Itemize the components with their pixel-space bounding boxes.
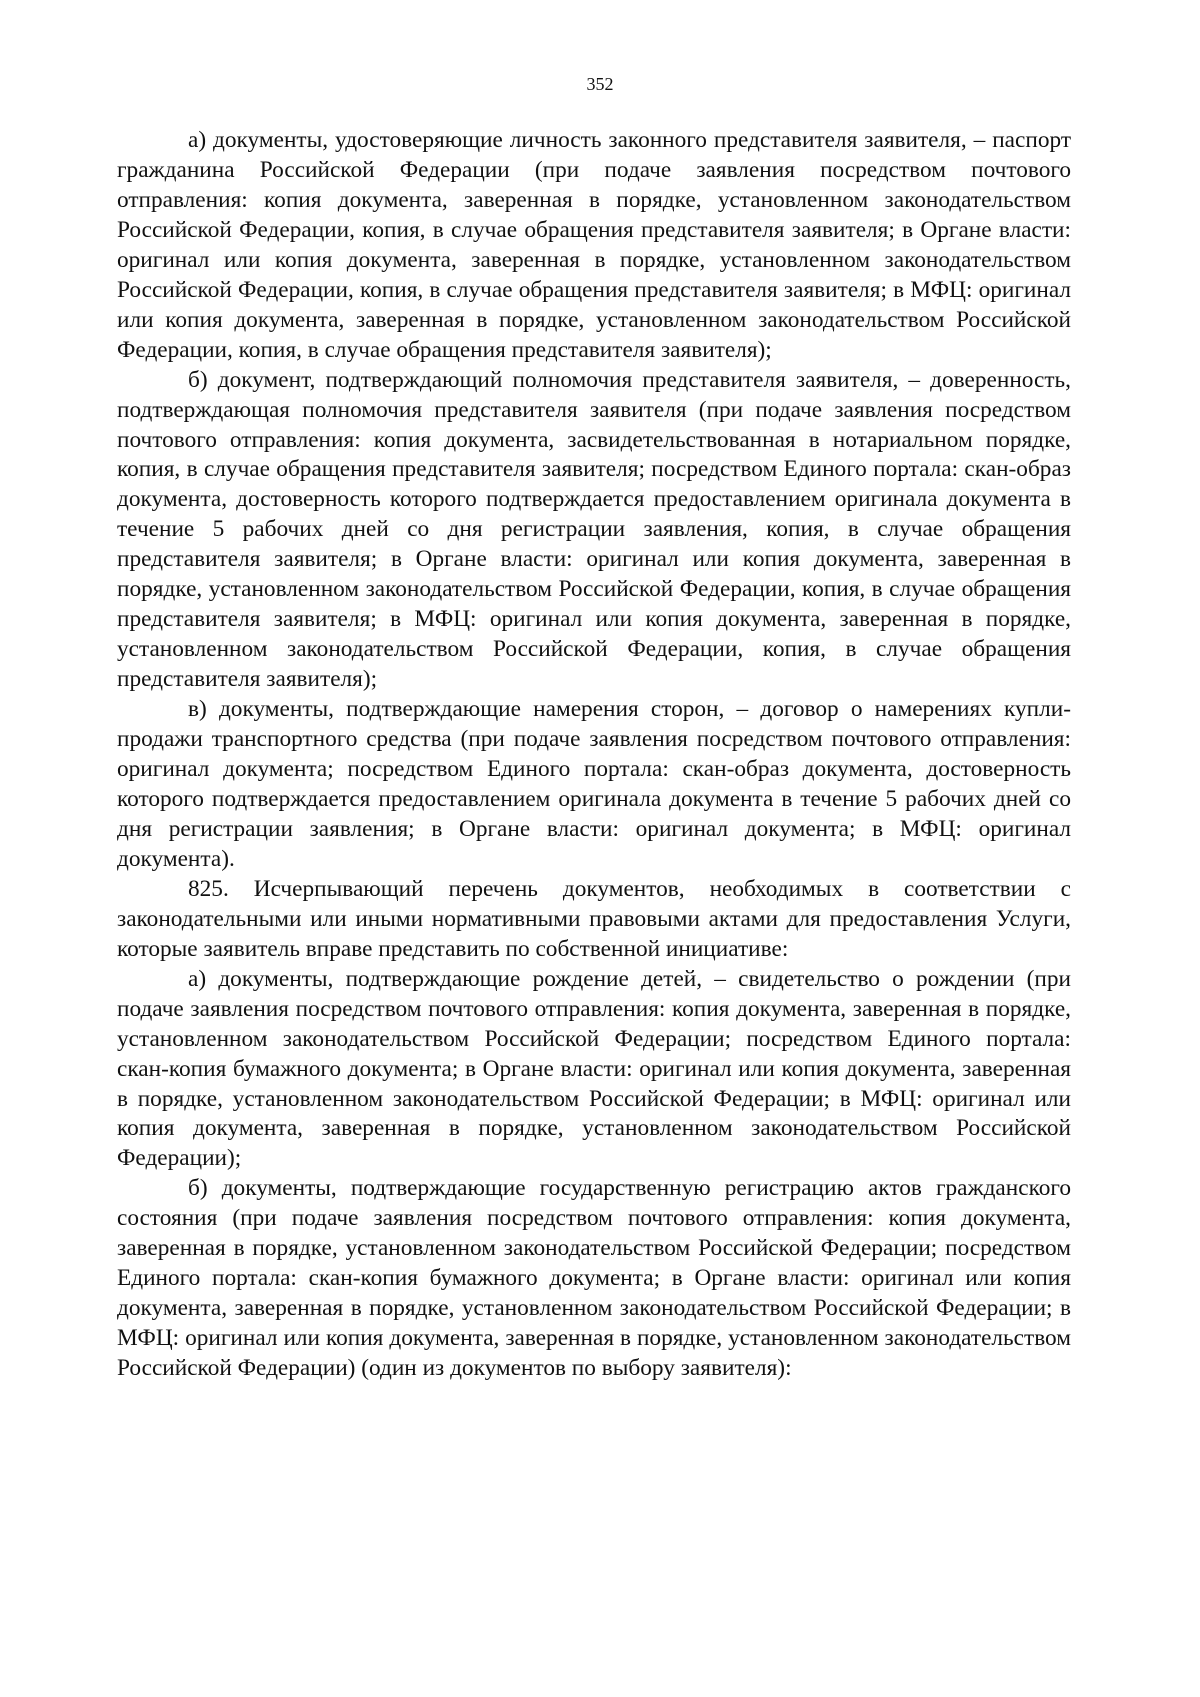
- page-number: 352: [586, 74, 614, 94]
- paragraph-b-power-of-attorney: б) документ, подтверждающий полномочия представителя заявителя, – доверенность, подтверждающая полномочия представителя заявителя (при подаче заявления посредством почтового отправления: копия документа, засвидетельствованная в нотариальном порядке, копия, в случае обращения представителя заявителя; посредством Единого портала: скан-образ документа, достоверность которого подтверждается предоставлением оригинала документа в течение 5 рабочих дней со дня регистрации заявления, копия, в случае обращения представителя заявителя; в Органе власти: оригинал или копия документа, заверенная в порядке, установленном законодательством Российской Федерации, копия, в случае обращения представителя заявителя; в МФЦ: оригинал или копия документа, заверенная в порядке, установленном законодательством Российской Федерации, копия, в случае обращения представителя заявителя);: [117, 366, 1071, 693]
- paragraph-a-birth-certificate: а) документы, подтверждающие рождение детей, – свидетельство о рождении (при подаче заявления посредством почтового отправления: копия документа, заверенная в порядке, установленном законодательством Российской Федерации; посредством Единого портала: скан-копия бумажного документа; в Органе власти: оригинал или копия документа, заверенная в порядке, установленном законодательством Российской Федерации; в МФЦ: оригинал или копия документа, заверенная в порядке, установленном законодательством Российской Федерации);: [117, 965, 1071, 1172]
- paragraph-b-civil-status-acts: б) документы, подтверждающие государственную регистрацию актов гражданского состояния (при подаче заявления посредством почтового отправления: копия документа, заверенная в порядке, установленном законодательством Российской Федерации; посредством Единого портала: скан-копия бумажного документа; в Органе власти: оригинал или копия документа, заверенная в порядке, установленном законодательством Российской Федерации; в МФЦ: оригинал или копия документа, заверенная в порядке, установленном законодательством Российской Федерации) (один из документов по выбору заявителя):: [117, 1175, 1071, 1382]
- paragraph-a-representative-identity: а) документы, удостоверяющие личность законного представителя заявителя, – паспорт гражданина Российской Федерации (при подаче заявления посредством почтового отправления: копия документа, заверенная в порядке, установленном законодательством Российской Федерации, копия, в случае обращения представителя заявителя; в Органе власти: оригинал или копия документа, заверенная в порядке, установленном законодательством Российской Федерации, копия, в случае обращения представителя заявителя; в МФЦ: оригинал или копия документа, заверенная в порядке, установленном законодательством Российской Федерации, копия, в случае обращения представителя заявителя);: [117, 127, 1071, 363]
- paragraph-825-optional-documents: 825. Исчерпывающий перечень документов, необходимых в соответствии с законодательными или иными нормативными правовыми актами для предоставления Услуги, которые заявитель вправе представить по собственной инициативе:: [117, 875, 1071, 962]
- paragraph-v-intent-agreement: в) документы, подтверждающие намерения сторон, – договор о намерениях купли-продажи транспортного средства (при подаче заявления посредством почтового отправления: оригинал документа; посредством Единого портала: скан-образ документа, достоверность которого подтверждается предоставлением оригинала документа в течение 5 рабочих дней со дня регистрации заявления; в Органе власти: оригинал документа; в МФЦ: оригинал документа).: [117, 696, 1071, 872]
- document-body: [117, 126, 1071, 1384]
